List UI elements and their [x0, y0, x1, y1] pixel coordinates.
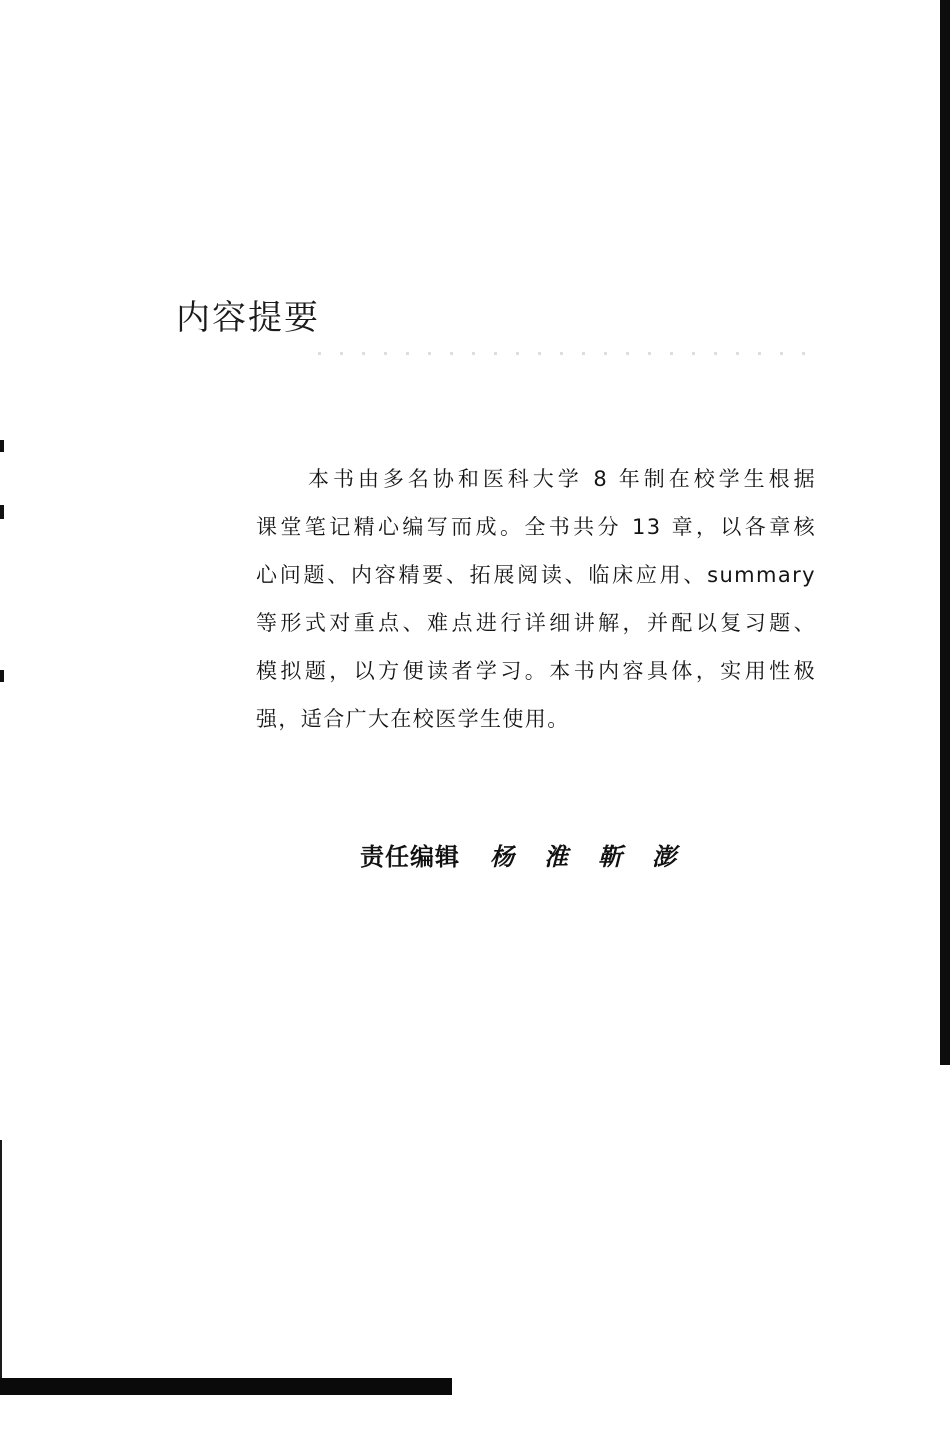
- summary-line: 模拟题，以方便读者学习。本书内容具体，实用性极: [256, 659, 816, 683]
- editor-label: 责任编辑: [360, 843, 460, 871]
- scan-speck: [0, 670, 4, 682]
- heading-rule: [318, 352, 813, 355]
- summary-line: 课堂笔记精心编写而成。全书共分 13 章，以各章核: [256, 515, 816, 539]
- scan-speck: [0, 505, 4, 519]
- summary-line: 等形式对重点、难点进行详细讲解，并配以复习题、: [256, 611, 816, 635]
- summary-line: 强，适合广大在校医学生使用。: [256, 707, 570, 731]
- editor-names: 杨淮靳澎: [490, 843, 706, 871]
- page-heading: 内容提要: [176, 298, 320, 338]
- scan-speck: [0, 440, 4, 452]
- responsible-editor: [360, 837, 706, 872]
- scan-bottom-bar: [0, 1378, 452, 1395]
- summary-line: 心问题、内容精要、拓展阅读、临床应用、summary: [256, 563, 816, 587]
- summary-line: 本书由多名协和医科大学 8 年制在校学生根据: [308, 467, 816, 491]
- scan-edge-shadow: [940, 0, 950, 1065]
- summary-paragraph: [256, 455, 816, 743]
- scan-edge-line: [0, 1140, 2, 1385]
